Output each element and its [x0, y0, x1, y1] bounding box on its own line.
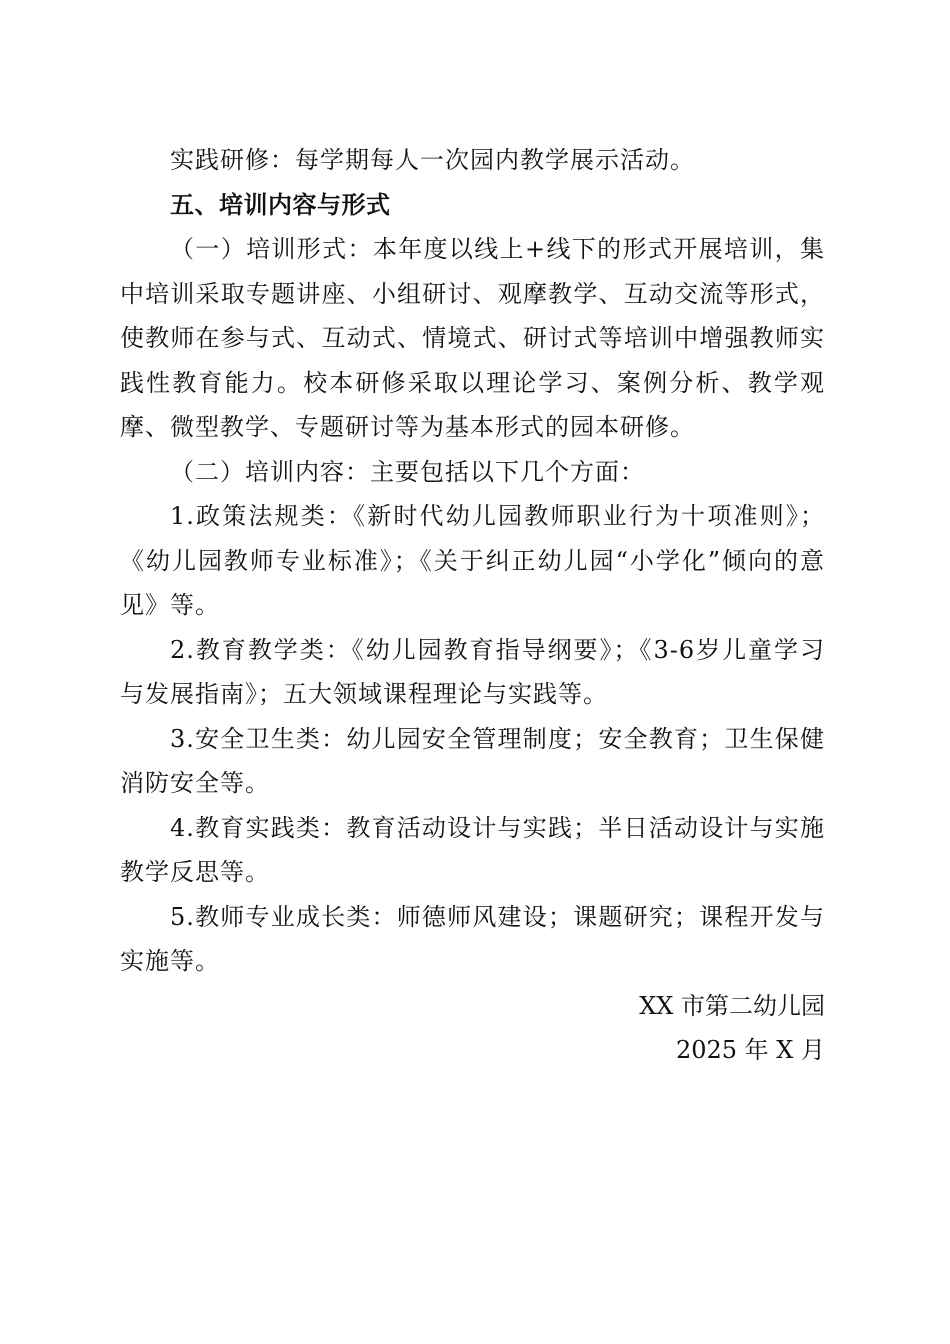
- signature-organization: XX 市第二幼儿园: [639, 991, 825, 1020]
- training-form-paragraph: （一）培训形式：本年度以线上+线下的形式开展培训，集中培训采取专题讲座、小组研讨、观摩教学、互动交流等形式，使教师在参与式、互动式、情境式、研讨式等培训中增强教师实践性教育能力。校本研修采取以理论学习、案例分析、教学观摩、微型教学、专题研讨等为基本形式的园本研修。: [120, 235, 825, 441]
- training-content-intro: （二）培训内容：主要包括以下几个方面：: [170, 457, 645, 486]
- list-item: 5.教师专业成长类：师德师风建设；课题研究；课程开发与实施等。: [120, 902, 825, 975]
- list-item: 3.安全卫生类：幼儿园安全管理制度；安全教育；卫生保健消防安全等。: [120, 724, 825, 797]
- list-item: 4.教育实践类：教育活动设计与实践；半日活动设计与实施教学反思等。: [120, 813, 825, 886]
- list-item: 1.政策法规类：《新时代幼儿园教师职业行为十项准则》；《幼儿园教师专业标准》；《关于纠正幼儿园“小学化”倾向的意见》等。: [120, 502, 825, 619]
- practice-paragraph: 实践研修：每学期每人一次园内教学展示活动。: [170, 146, 695, 174]
- signature-date: 2025 年 X 月: [675, 1036, 825, 1064]
- document-page: [120, 138, 825, 1073]
- section-title: 五、培训内容与形式: [170, 190, 391, 219]
- list-item: 2.教育教学类：《幼儿园教育指导纲要》；《3-6岁儿童学习与发展指南》；五大领域课程理论与实践等。: [120, 635, 825, 708]
